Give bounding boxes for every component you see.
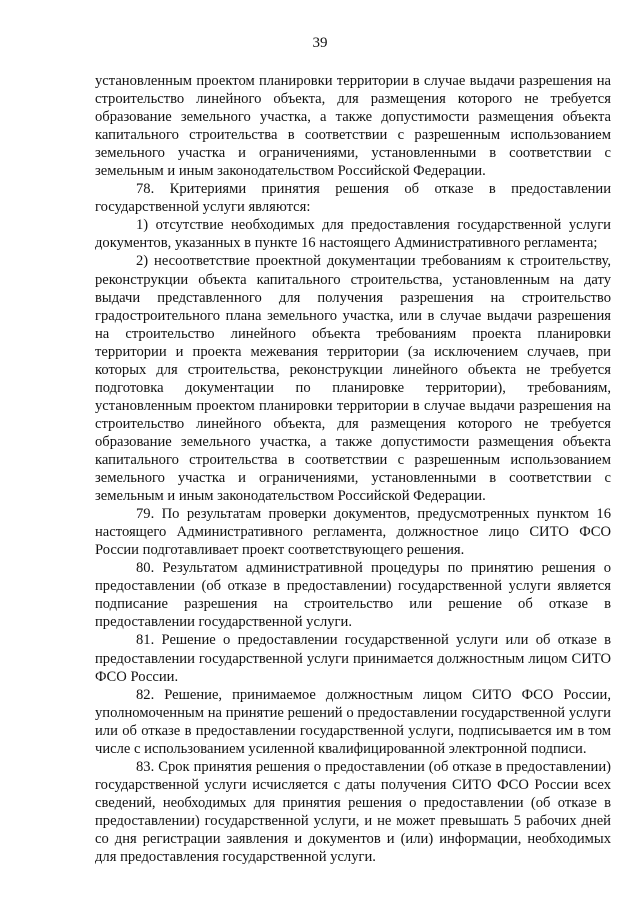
paragraph-80: 80. Результатом административной процедуры по принятию решения о предоставлении (об отказе в предоставлении) государственной услуги является подписание разрешения на строительство или решение об отказе в предоставлении государственной услуги. <box>95 560 611 631</box>
paragraph-78-item-1: 1) отсутствие необходимых для предоставления государственной услуги документов, указанных в пункте 16 настоящего Административного регламента; <box>95 217 611 252</box>
paragraph-83: 83. Срок принятия решения о предоставлении (об отказе в предоставлении) государственной услуги исчисляется с даты получения СИТО ФСО России всех сведений, необходимых для принятия решения о предоставлении (об отказе в предоставлении) государственной услуги, и не может превышать 5 рабочих дней со дня регистрации заявления и документов и (или) информации, необходимых для предоставления государственной услуги. <box>95 758 611 866</box>
paragraph-81: 81. Решение о предоставлении государственной услуги или об отказе в предоставлении государственной услуги принимается должностным лицом СИТО ФСО России. <box>95 632 611 685</box>
paragraph-continuation: установленным проектом планировки территории в случае выдачи разрешения на строительство линейного объекта, для размещения которого не требуется образование земельного участка, а также допустимости размещения объекта капитального строительства в соответствии с разрешенным использованием земельного участка и ограничениями, установленными в соответствии с земельным и иным законодательством Российской Федерации. <box>95 73 611 180</box>
page-number: 39 <box>312 35 328 51</box>
paragraph-78-item-2: 2) несоответствие проектной документации требованиям к строительству, реконструкции объекта капитального строительства, установленным на дату выдачи представленного для получения разрешения на строительство градостроительного плана земельного участка, или в случае выдачи разрешения на строительство линейного объекта требованиям проекта планировки территории и проекта межевания территории (за исключением случаев, при которых для строительства, реконструкции линейного объекта не требуется подготовка документации по планировке территории), требованиям, установленным проектом планировки территории в случае выдачи разрешения на строительство линейного объекта, для размещения которого не требуется образование земельного участка, а также допустимости размещения объекта капитального строительства в соответствии с разрешенным использованием земельного участка и ограничениями, установленными в соответствии с земельным и иным законодательством Российской Федерации. <box>95 253 611 505</box>
paragraph-79: 79. По результатам проверки документов, предусмотренных пунктом 16 настоящего Административного регламента, должностное лицо СИТО ФСО России подготавливает проект соответствующего решения. <box>95 506 611 559</box>
paragraph-78: 78. Критериями принятия решения об отказе в предоставлении государственной услуги являются: <box>95 181 611 216</box>
document-body <box>95 72 611 866</box>
paragraph-82: 82. Решение, принимаемое должностным лицом СИТО ФСО России, уполномоченным на принятие решений о предоставлении государственной услуги или об отказе в предоставлении государственной услуги, подписывается им в том числе с использованием усиленной квалифицированной электронной подписи. <box>95 686 611 757</box>
